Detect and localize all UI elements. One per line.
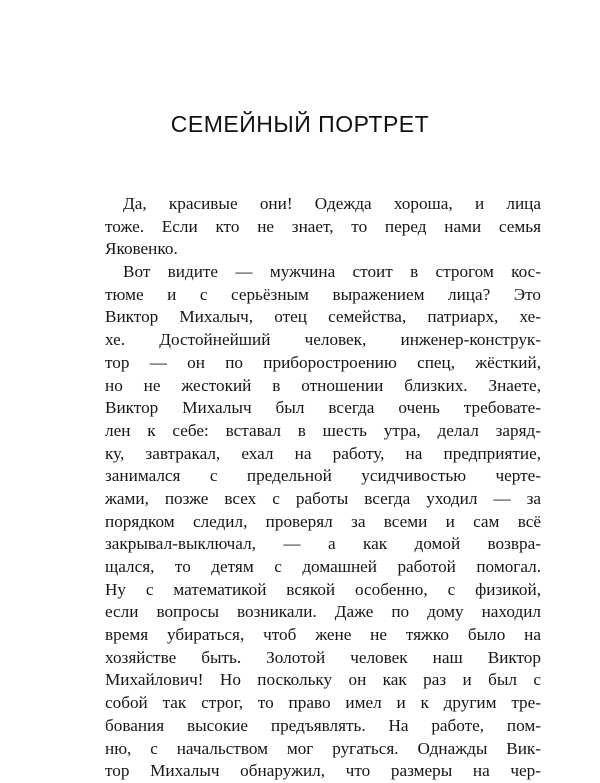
text-line: закрывал-выключал, — а как домой возвра-	[105, 534, 541, 554]
chapter-title: СЕМЕЙНЫЙ ПОРТРЕТ	[170, 111, 430, 137]
text-line: тор — он по приборостроению спец, жёсткий,	[105, 352, 541, 372]
text-line: ку, завтракал, ехал на работу, на предприятие,	[105, 443, 541, 463]
body-text	[105, 193, 541, 783]
text-line: если вопросы возникали. Даже по дому находил	[105, 602, 541, 622]
text-line: щался, то детям с домашней работой помогал.	[105, 557, 541, 576]
text-line: Ну с математикой всякой особенно, с физикой,	[105, 579, 541, 599]
text-line: собой так строг, то право имел и к другим тре-	[105, 693, 541, 713]
text-line: тор Михалыч обнаружил, что размеры на чер-	[105, 761, 541, 781]
text-line: Да, красивые они! Одежда хороша, и лица	[123, 194, 541, 213]
text-line: Виктор Михалыч, отец семейства, патриарх, хе-	[105, 307, 541, 327]
text-line: бования высокие предъявлять. На работе, пом-	[105, 715, 541, 735]
text-line: жами, позже всех с работы всегда уходил — за	[105, 488, 541, 508]
text-line: лен к себе: вставал в шесть утра, делал заряд-	[105, 420, 541, 440]
text-line: но не жестокий в отношении близких. Знаете,	[105, 375, 541, 395]
text-line: хозяйстве быть. Золотой человек наш Виктор	[105, 647, 541, 667]
text-line: хе. Достойнейший человек, инженер-конструк-	[105, 330, 541, 350]
text-line: Виктор Михалыч был всегда очень требовате-	[105, 398, 541, 418]
text-line: ню, с начальством мог ругаться. Однажды Вик-	[105, 738, 541, 758]
text-line: Вот видите — мужчина стоит в строгом кос-	[123, 262, 541, 282]
text-line: время убираться, чтоб жене не тяжко было на	[105, 625, 541, 645]
text-line: Яковенко.	[105, 239, 178, 259]
text-line: тюме и с серьёзным выражением лица? Это	[105, 284, 541, 304]
text-line: Михайлович! Но поскольку он как раз и был с	[105, 670, 541, 690]
text-line: порядком следил, проверял за всеми и сам всё	[105, 511, 541, 531]
text-line: тоже. Если кто не знает, то перед нами семья	[105, 216, 541, 236]
text-line: занимался с предельной усидчивостью черте-	[105, 466, 541, 486]
